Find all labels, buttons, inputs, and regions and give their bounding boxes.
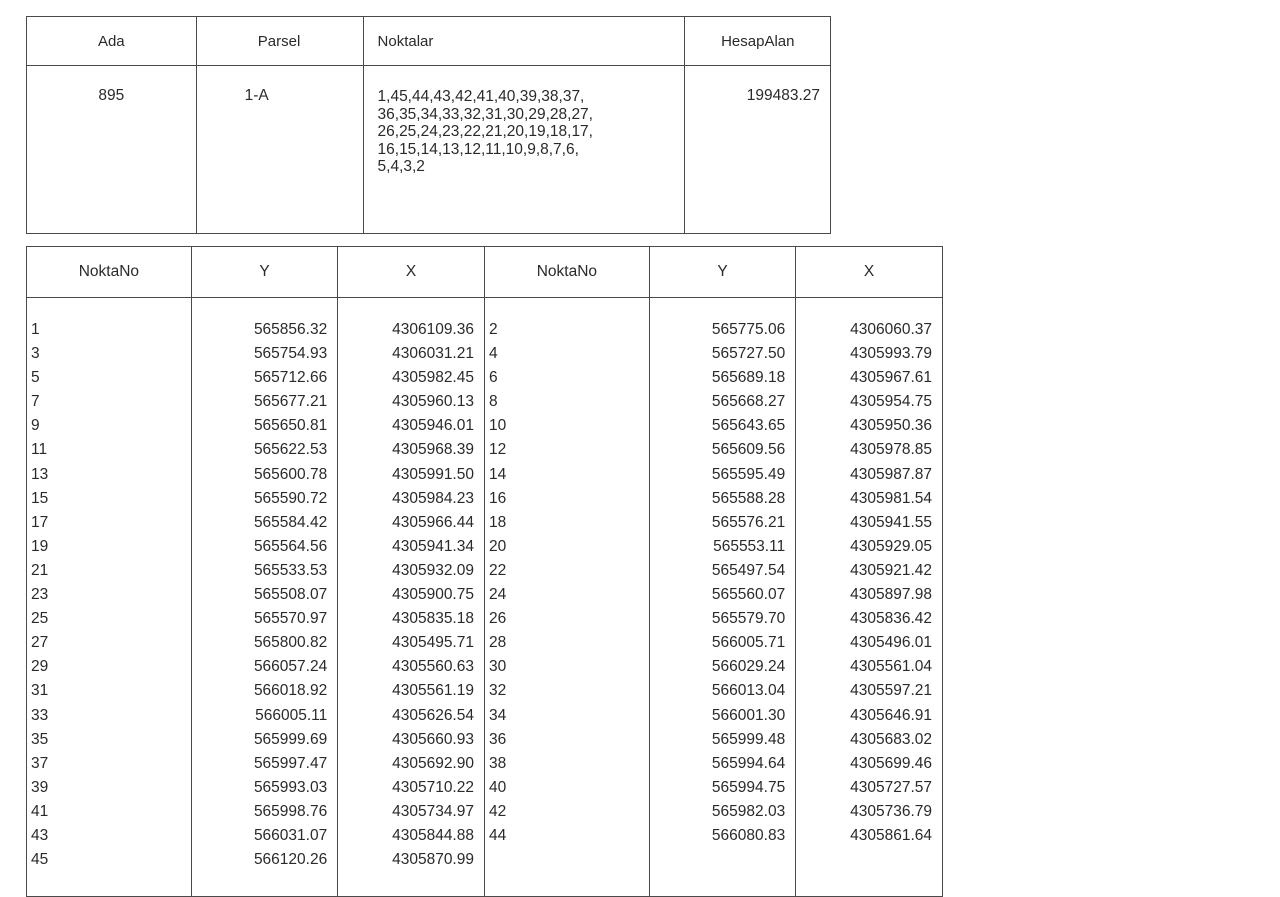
header-parsel: Parsel — [196, 17, 363, 66]
cell-nokta-no: 18 — [484, 511, 649, 535]
cell-nokta-no: 17 — [27, 511, 192, 535]
coordinate-header-row — [27, 247, 943, 298]
cell-y: 565553.11 — [649, 535, 795, 559]
cell-x: 4305954.75 — [796, 390, 943, 414]
cell-x: 4305987.87 — [796, 463, 943, 487]
cell-y: 566018.92 — [191, 679, 337, 703]
cell-y: 565560.07 — [649, 583, 795, 607]
table-row — [27, 487, 943, 511]
cell-nokta-no: 38 — [484, 752, 649, 776]
cell-x: 4306060.37 — [796, 318, 943, 342]
cell-y: 565609.56 — [649, 438, 795, 462]
table-row — [27, 342, 943, 366]
cell-y: 565643.65 — [649, 414, 795, 438]
cell-y: 565856.32 — [191, 318, 337, 342]
cell-y: 565993.03 — [191, 776, 337, 800]
header-hesap-alan: HesapAlan — [684, 17, 830, 66]
cell-x: 4305950.36 — [796, 414, 943, 438]
cell-y: 565998.76 — [191, 800, 337, 824]
header-noktalar: Noktalar — [363, 17, 684, 66]
cell-y: 565994.75 — [649, 776, 795, 800]
cell-y: 565727.50 — [649, 342, 795, 366]
cell-y: 565590.72 — [191, 487, 337, 511]
cell-x: 4305495.71 — [338, 631, 485, 655]
cell-x: 4305960.13 — [338, 390, 485, 414]
cell-nokta-no: 45 — [27, 848, 192, 872]
cell-x: 4305727.57 — [796, 776, 943, 800]
cell-nokta-no: 16 — [484, 487, 649, 511]
cell-y: 566005.71 — [649, 631, 795, 655]
cell-x: 4305897.98 — [796, 583, 943, 607]
cell-nokta-no: 2 — [484, 318, 649, 342]
cell-y: 566001.30 — [649, 704, 795, 728]
cell-x: 4306109.36 — [338, 318, 485, 342]
cell-x: 4305968.39 — [338, 438, 485, 462]
cell-x: 4305941.55 — [796, 511, 943, 535]
cell-x: 4305978.85 — [796, 438, 943, 462]
cell-parsel: 1-A — [196, 66, 363, 234]
table-row — [27, 776, 943, 800]
cell-x: 4305932.09 — [338, 559, 485, 583]
cell-nokta-no: 8 — [484, 390, 649, 414]
cell-y: 565999.69 — [191, 728, 337, 752]
cell-nokta-no: 23 — [27, 583, 192, 607]
cell-nokta-no: 31 — [27, 679, 192, 703]
cell-ada: 895 — [27, 66, 197, 234]
bottom-cell — [649, 872, 795, 897]
table-row — [27, 607, 943, 631]
spacer-cell — [649, 298, 795, 319]
parcel-data-row — [27, 66, 831, 234]
cell-y: 566057.24 — [191, 655, 337, 679]
cell-y: 566031.07 — [191, 824, 337, 848]
cell-nokta-no: 1 — [27, 318, 192, 342]
cell-nokta-no: 27 — [27, 631, 192, 655]
cell-nokta-no: 39 — [27, 776, 192, 800]
cell-y: 565600.78 — [191, 463, 337, 487]
header-nokta-no-left: NoktaNo — [27, 247, 192, 298]
spacer-row — [27, 298, 943, 319]
cell-y: 565564.56 — [191, 535, 337, 559]
cell-y: 565570.97 — [191, 607, 337, 631]
cell-nokta-no: 21 — [27, 559, 192, 583]
table-row — [27, 824, 943, 848]
cell-nokta-no: 9 — [27, 414, 192, 438]
cell-x: 4305941.34 — [338, 535, 485, 559]
cell-x: 4305982.45 — [338, 366, 485, 390]
cell-y: 565668.27 — [649, 390, 795, 414]
cell-x: 4305561.04 — [796, 655, 943, 679]
cell-nokta-no: 14 — [484, 463, 649, 487]
cell-x: 4305900.75 — [338, 583, 485, 607]
noktalar-line: 26,25,24,23,22,21,20,19,18,17, — [377, 123, 593, 140]
table-row — [27, 366, 943, 390]
bottom-cell — [484, 872, 649, 897]
cell-x: 4305660.93 — [338, 728, 485, 752]
table-row — [27, 800, 943, 824]
cell-y: 565579.70 — [649, 607, 795, 631]
spacer-cell — [27, 298, 192, 319]
cell-nokta-no: 30 — [484, 655, 649, 679]
cell-y: 565982.03 — [649, 800, 795, 824]
cell-y — [649, 848, 795, 872]
cell-y: 565994.64 — [649, 752, 795, 776]
cell-nokta-no: 22 — [484, 559, 649, 583]
cell-noktalar — [363, 66, 684, 234]
bottom-row — [27, 872, 943, 897]
table-row — [27, 655, 943, 679]
spacer-cell — [191, 298, 337, 319]
cell-nokta-no: 7 — [27, 390, 192, 414]
cell-x: 4305844.88 — [338, 824, 485, 848]
header-y-right: Y — [649, 247, 795, 298]
table-row — [27, 559, 943, 583]
cell-nokta-no: 24 — [484, 583, 649, 607]
spacer-cell — [338, 298, 485, 319]
table-row — [27, 728, 943, 752]
cell-x — [796, 848, 943, 872]
cell-nokta-no: 40 — [484, 776, 649, 800]
parcel-header-row — [27, 17, 831, 66]
cell-nokta-no: 19 — [27, 535, 192, 559]
cell-nokta-no: 32 — [484, 679, 649, 703]
cell-y: 565677.21 — [191, 390, 337, 414]
noktalar-line: 5,4,3,2 — [377, 158, 425, 175]
cell-y: 565576.21 — [649, 511, 795, 535]
cell-nokta-no: 28 — [484, 631, 649, 655]
cell-x: 4305981.54 — [796, 487, 943, 511]
cell-x: 4305626.54 — [338, 704, 485, 728]
cell-y: 565595.49 — [649, 463, 795, 487]
spacer-cell — [796, 298, 943, 319]
table-row — [27, 414, 943, 438]
cell-x: 4305991.50 — [338, 463, 485, 487]
header-y-left: Y — [191, 247, 337, 298]
cell-nokta-no: 3 — [27, 342, 192, 366]
table-row — [27, 752, 943, 776]
cell-x: 4305921.42 — [796, 559, 943, 583]
cell-nokta-no — [484, 848, 649, 872]
noktalar-line: 36,35,34,33,32,31,30,29,28,27, — [377, 105, 593, 123]
cell-nokta-no: 43 — [27, 824, 192, 848]
table-row — [27, 463, 943, 487]
cell-y: 565997.47 — [191, 752, 337, 776]
cell-x: 4305929.05 — [796, 535, 943, 559]
cell-x: 4305683.02 — [796, 728, 943, 752]
cell-nokta-no: 25 — [27, 607, 192, 631]
cell-x: 4305646.91 — [796, 704, 943, 728]
header-nokta-no-right: NoktaNo — [484, 247, 649, 298]
cell-x: 4305736.79 — [796, 800, 943, 824]
cell-x: 4305836.42 — [796, 607, 943, 631]
cell-y: 566029.24 — [649, 655, 795, 679]
cell-y: 565800.82 — [191, 631, 337, 655]
cell-y: 565497.54 — [649, 559, 795, 583]
bottom-cell — [338, 872, 485, 897]
cell-nokta-no: 13 — [27, 463, 192, 487]
cell-nokta-no: 36 — [484, 728, 649, 752]
cell-y: 566080.83 — [649, 824, 795, 848]
bottom-cell — [796, 872, 943, 897]
cell-y: 565622.53 — [191, 438, 337, 462]
cell-x: 4305946.01 — [338, 414, 485, 438]
cell-nokta-no: 12 — [484, 438, 649, 462]
cell-nokta-no: 29 — [27, 655, 192, 679]
table-row — [27, 679, 943, 703]
cell-y: 566013.04 — [649, 679, 795, 703]
bottom-cell — [27, 872, 192, 897]
cell-nokta-no: 41 — [27, 800, 192, 824]
cell-nokta-no: 10 — [484, 414, 649, 438]
cell-nokta-no: 37 — [27, 752, 192, 776]
cell-x: 4305710.22 — [338, 776, 485, 800]
coordinate-table — [26, 246, 943, 897]
cell-x: 4305967.61 — [796, 366, 943, 390]
cell-x: 4305835.18 — [338, 607, 485, 631]
cell-y: 565754.93 — [191, 342, 337, 366]
table-row — [27, 848, 943, 872]
coordinate-table-body — [27, 298, 943, 897]
cell-y: 566005.11 — [191, 704, 337, 728]
cell-nokta-no: 42 — [484, 800, 649, 824]
cell-y: 565508.07 — [191, 583, 337, 607]
cell-nokta-no: 35 — [27, 728, 192, 752]
cell-x: 4305496.01 — [796, 631, 943, 655]
cell-y: 565584.42 — [191, 511, 337, 535]
parcel-table — [26, 16, 831, 234]
cell-y: 565775.06 — [649, 318, 795, 342]
cell-nokta-no: 34 — [484, 704, 649, 728]
cell-nokta-no: 26 — [484, 607, 649, 631]
header-ada: Ada — [27, 17, 197, 66]
spacer-cell — [484, 298, 649, 319]
cell-x: 4305561.19 — [338, 679, 485, 703]
noktalar-line: 16,15,14,13,12,11,10,9,8,7,6, — [377, 140, 579, 158]
table-row — [27, 631, 943, 655]
cell-x: 4305692.90 — [338, 752, 485, 776]
cell-y: 566120.26 — [191, 848, 337, 872]
header-x-right: X — [796, 247, 943, 298]
cell-x: 4305861.64 — [796, 824, 943, 848]
cell-nokta-no: 20 — [484, 535, 649, 559]
table-row — [27, 704, 943, 728]
cell-x: 4305560.63 — [338, 655, 485, 679]
cell-x: 4306031.21 — [338, 342, 485, 366]
cell-nokta-no: 15 — [27, 487, 192, 511]
cell-x: 4305597.21 — [796, 679, 943, 703]
cell-nokta-no: 6 — [484, 366, 649, 390]
table-row — [27, 535, 943, 559]
cell-x: 4305966.44 — [338, 511, 485, 535]
cell-y: 565588.28 — [649, 487, 795, 511]
cell-nokta-no: 5 — [27, 366, 192, 390]
cell-x: 4305984.23 — [338, 487, 485, 511]
table-row — [27, 511, 943, 535]
cell-x: 4305734.97 — [338, 800, 485, 824]
cell-y: 565650.81 — [191, 414, 337, 438]
cell-hesap-alan: 199483.27 — [684, 66, 830, 234]
cell-y: 565999.48 — [649, 728, 795, 752]
cell-x: 4305870.99 — [338, 848, 485, 872]
header-x-left: X — [338, 247, 485, 298]
cell-y: 565712.66 — [191, 366, 337, 390]
cell-nokta-no: 33 — [27, 704, 192, 728]
table-row — [27, 583, 943, 607]
noktalar-line: 1,45,44,43,42,41,40,39,38,37, — [377, 88, 585, 105]
cell-nokta-no: 4 — [484, 342, 649, 366]
cell-nokta-no: 11 — [27, 438, 192, 462]
table-row — [27, 318, 943, 342]
cell-y: 565689.18 — [649, 366, 795, 390]
cell-nokta-no: 44 — [484, 824, 649, 848]
table-row — [27, 390, 943, 414]
cell-x: 4305993.79 — [796, 342, 943, 366]
cell-x: 4305699.46 — [796, 752, 943, 776]
table-row — [27, 438, 943, 462]
cell-y: 565533.53 — [191, 559, 337, 583]
bottom-cell — [191, 872, 337, 897]
